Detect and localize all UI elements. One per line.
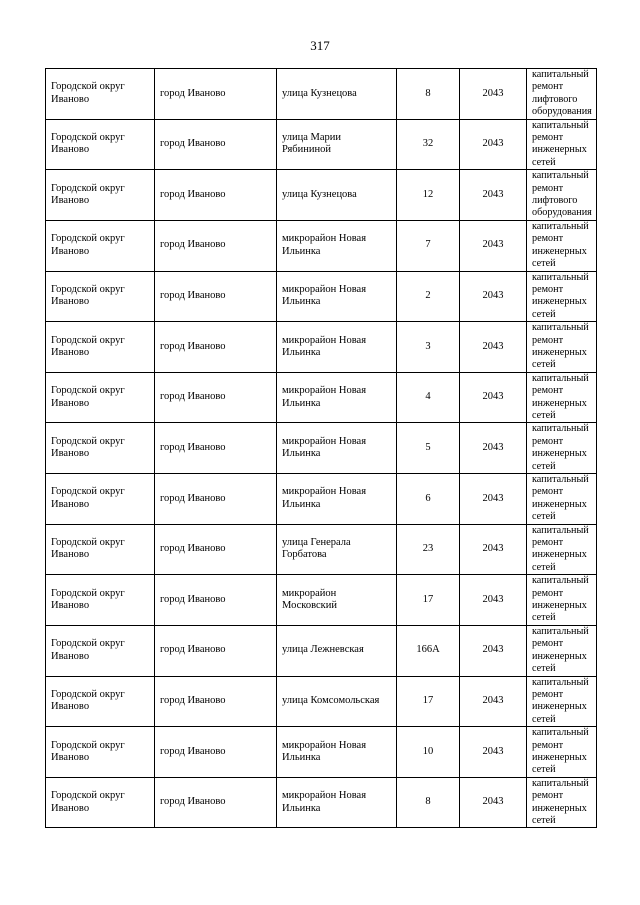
work-type-cell: капитальный ремонт инженерных сетей	[527, 676, 597, 727]
street-cell: улица Марии Рябининой	[277, 119, 397, 170]
table-row	[46, 372, 597, 423]
table-row	[46, 220, 597, 271]
table-row	[46, 575, 597, 626]
repair-schedule-table	[45, 68, 597, 828]
municipality-cell: Городской округ Иваново	[46, 322, 155, 373]
street-cell: улица Кузнецова	[277, 69, 397, 120]
locality-cell: город Иваново	[155, 170, 277, 221]
year-cell: 2043	[460, 119, 527, 170]
street-cell: микрорайон Новая Ильинка	[277, 474, 397, 525]
year-cell: 2043	[460, 220, 527, 271]
locality-cell: город Иваново	[155, 322, 277, 373]
year-cell: 2043	[460, 271, 527, 322]
year-cell: 2043	[460, 170, 527, 221]
work-type-cell: капитальный ремонт инженерных сетей	[527, 322, 597, 373]
house-number-cell: 17	[397, 575, 460, 626]
house-number-cell: 8	[397, 69, 460, 120]
page-number: 317	[310, 38, 330, 53]
year-cell: 2043	[460, 423, 527, 474]
table-body	[46, 69, 597, 828]
municipality-cell: Городской округ Иваново	[46, 170, 155, 221]
house-number-cell: 2	[397, 271, 460, 322]
house-number-cell: 6	[397, 474, 460, 525]
municipality-cell: Городской округ Иваново	[46, 119, 155, 170]
house-number-cell: 5	[397, 423, 460, 474]
work-type-cell: капитальный ремонт лифтового оборудования	[527, 69, 597, 120]
municipality-cell: Городской округ Иваново	[46, 423, 155, 474]
locality-cell: город Иваново	[155, 727, 277, 778]
year-cell: 2043	[460, 777, 527, 828]
work-type-cell: капитальный ремонт инженерных сетей	[527, 474, 597, 525]
street-cell: микрорайон Новая Ильинка	[277, 777, 397, 828]
locality-cell: город Иваново	[155, 220, 277, 271]
table-row	[46, 170, 597, 221]
table-row	[46, 524, 597, 575]
house-number-cell: 8	[397, 777, 460, 828]
table-row	[46, 676, 597, 727]
work-type-cell: капитальный ремонт инженерных сетей	[527, 625, 597, 676]
locality-cell: город Иваново	[155, 119, 277, 170]
locality-cell: город Иваново	[155, 524, 277, 575]
table-row	[46, 119, 597, 170]
locality-cell: город Иваново	[155, 423, 277, 474]
municipality-cell: Городской округ Иваново	[46, 777, 155, 828]
table-row	[46, 727, 597, 778]
house-number-cell: 3	[397, 322, 460, 373]
work-type-cell: капитальный ремонт инженерных сетей	[527, 575, 597, 626]
municipality-cell: Городской округ Иваново	[46, 69, 155, 120]
work-type-cell: капитальный ремонт лифтового оборудования	[527, 170, 597, 221]
street-cell: улица Лежневская	[277, 625, 397, 676]
street-cell: микрорайон Новая Ильинка	[277, 220, 397, 271]
locality-cell: город Иваново	[155, 271, 277, 322]
work-type-cell: капитальный ремонт инженерных сетей	[527, 372, 597, 423]
street-cell: микрорайон Новая Ильинка	[277, 322, 397, 373]
locality-cell: город Иваново	[155, 625, 277, 676]
street-cell: микрорайон Новая Ильинка	[277, 372, 397, 423]
table-row	[46, 271, 597, 322]
street-cell: микрорайон Новая Ильинка	[277, 271, 397, 322]
municipality-cell: Городской округ Иваново	[46, 220, 155, 271]
street-cell: улица Кузнецова	[277, 170, 397, 221]
municipality-cell: Городской округ Иваново	[46, 372, 155, 423]
municipality-cell: Городской округ Иваново	[46, 625, 155, 676]
street-cell: микрорайон Московский	[277, 575, 397, 626]
work-type-cell: капитальный ремонт инженерных сетей	[527, 727, 597, 778]
street-cell: микрорайон Новая Ильинка	[277, 423, 397, 474]
house-number-cell: 4	[397, 372, 460, 423]
house-number-cell: 17	[397, 676, 460, 727]
street-cell: улица Комсомольская	[277, 676, 397, 727]
municipality-cell: Городской округ Иваново	[46, 575, 155, 626]
year-cell: 2043	[460, 322, 527, 373]
year-cell: 2043	[460, 69, 527, 120]
locality-cell: город Иваново	[155, 372, 277, 423]
locality-cell: город Иваново	[155, 676, 277, 727]
table-row	[46, 777, 597, 828]
work-type-cell: капитальный ремонт инженерных сетей	[527, 220, 597, 271]
locality-cell: город Иваново	[155, 474, 277, 525]
municipality-cell: Городской округ Иваново	[46, 524, 155, 575]
table-row	[46, 625, 597, 676]
table-row	[46, 474, 597, 525]
year-cell: 2043	[460, 474, 527, 525]
locality-cell: город Иваново	[155, 69, 277, 120]
house-number-cell: 23	[397, 524, 460, 575]
year-cell: 2043	[460, 625, 527, 676]
work-type-cell: капитальный ремонт инженерных сетей	[527, 777, 597, 828]
house-number-cell: 32	[397, 119, 460, 170]
municipality-cell: Городской округ Иваново	[46, 676, 155, 727]
work-type-cell: капитальный ремонт инженерных сетей	[527, 271, 597, 322]
table-row	[46, 322, 597, 373]
municipality-cell: Городской округ Иваново	[46, 474, 155, 525]
house-number-cell: 7	[397, 220, 460, 271]
work-type-cell: капитальный ремонт инженерных сетей	[527, 119, 597, 170]
table-row	[46, 423, 597, 474]
year-cell: 2043	[460, 727, 527, 778]
work-type-cell: капитальный ремонт инженерных сетей	[527, 423, 597, 474]
municipality-cell: Городской округ Иваново	[46, 727, 155, 778]
work-type-cell: капитальный ремонт инженерных сетей	[527, 524, 597, 575]
year-cell: 2043	[460, 372, 527, 423]
house-number-cell: 10	[397, 727, 460, 778]
house-number-cell: 166А	[397, 625, 460, 676]
table-row	[46, 69, 597, 120]
house-number-cell: 12	[397, 170, 460, 221]
year-cell: 2043	[460, 524, 527, 575]
street-cell: микрорайон Новая Ильинка	[277, 727, 397, 778]
locality-cell: город Иваново	[155, 777, 277, 828]
locality-cell: город Иваново	[155, 575, 277, 626]
year-cell: 2043	[460, 575, 527, 626]
street-cell: улица Генерала Горбатова	[277, 524, 397, 575]
year-cell: 2043	[460, 676, 527, 727]
municipality-cell: Городской округ Иваново	[46, 271, 155, 322]
